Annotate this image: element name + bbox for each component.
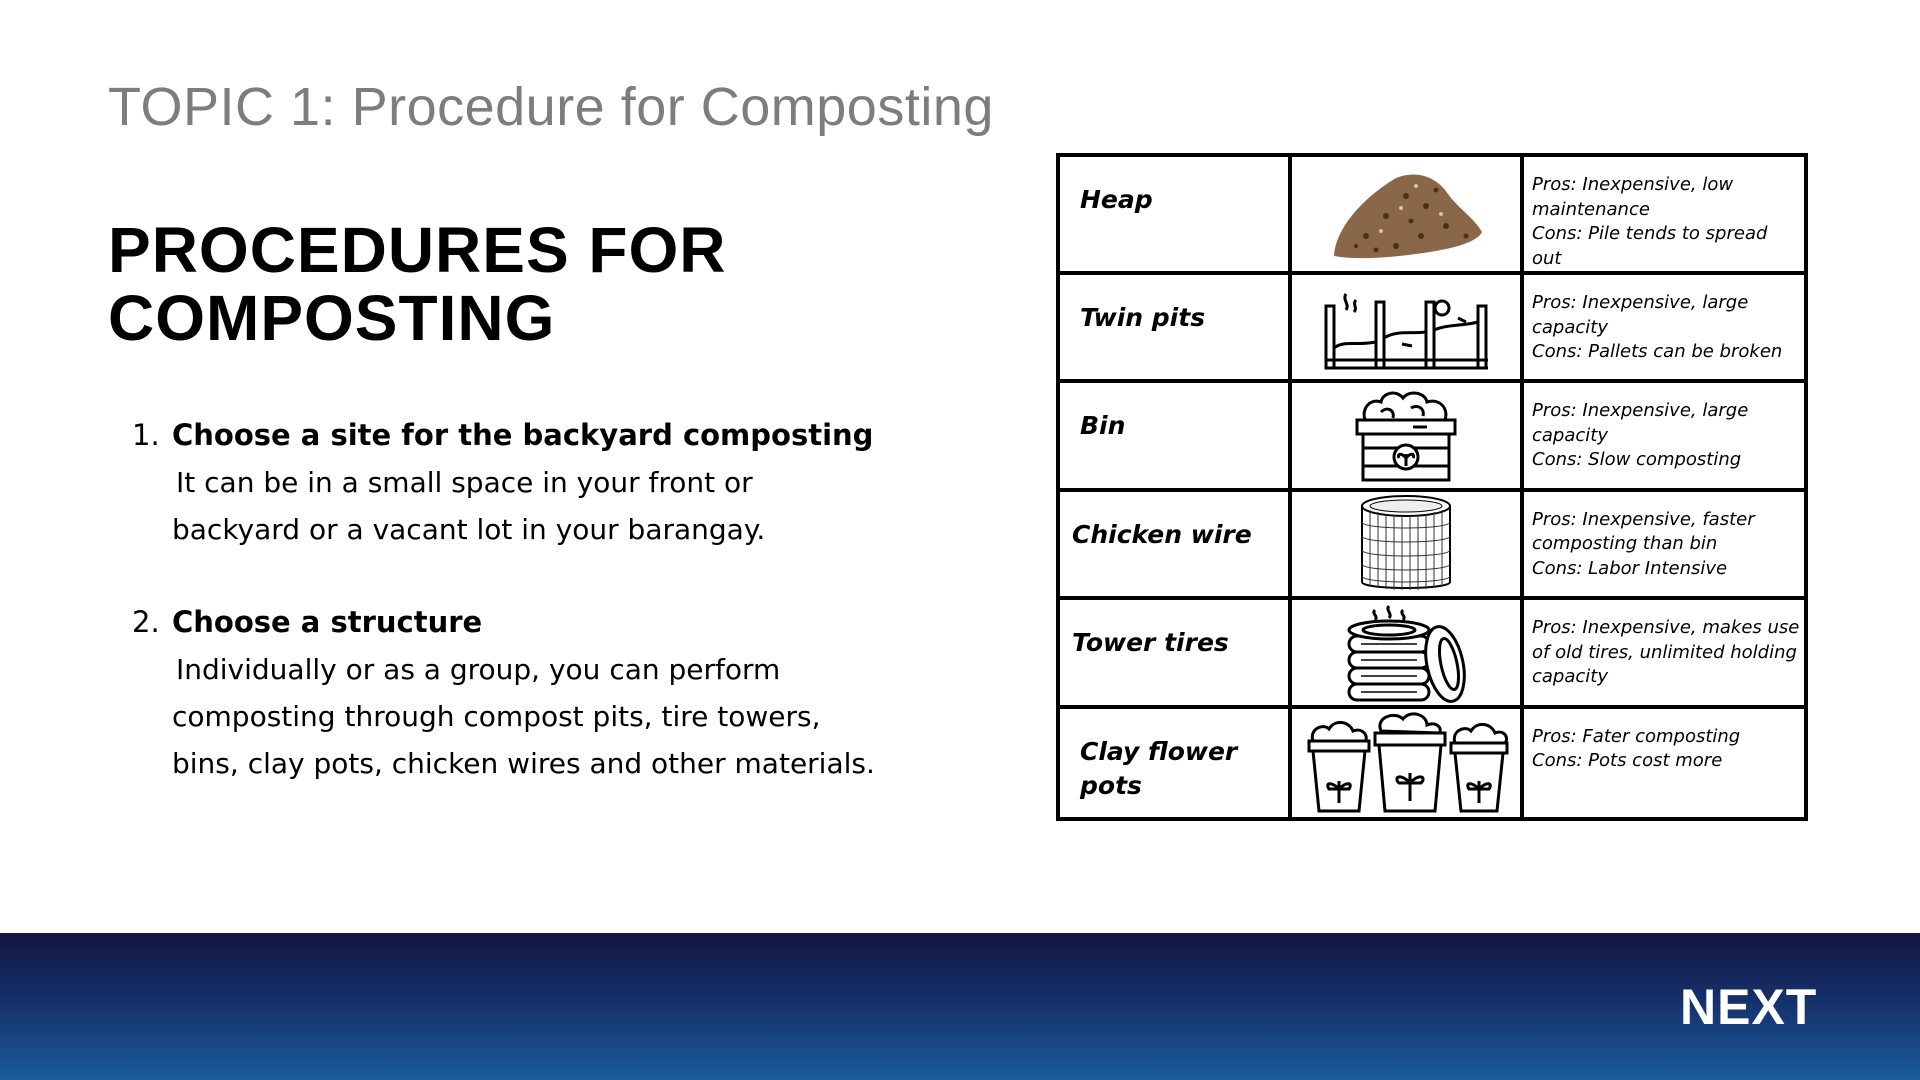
table-cell-name [1060,492,1292,600]
structure-name: Chicken wire [1072,519,1252,549]
step-description-line: backyard or a vacant lot in your barangay. [172,513,766,546]
note-line: Pros: Inexpensive, makes use [1532,617,1800,639]
twin-pits-icon [1316,282,1496,372]
compost-heap-icon [1326,166,1486,262]
step-item [132,599,932,787]
next-button[interactable]: NEXT [1680,979,1818,1035]
table-cell-notes [1524,383,1804,491]
note-line: of old tires, unlimited holding [1532,641,1797,663]
step-description-line: Individually or as a group, you can perform [176,653,781,686]
topic-title: TOPIC 1: Procedure for Composting [108,77,994,137]
note-line: Cons: Pots cost more [1532,750,1723,772]
table-cell-name [1060,383,1292,491]
footer-bar [0,933,1920,1080]
note-line: Pros: Fater composting [1532,725,1741,747]
structure-notes [1524,157,1804,271]
table-cell-image [1292,275,1524,383]
structure-notes [1524,709,1804,774]
table-cell-image [1292,600,1524,708]
structure-notes [1524,383,1804,473]
table-cell-notes [1524,157,1804,275]
note-line: Cons: Pallets can be broken [1532,341,1783,362]
structure-name: Tower tires [1072,628,1229,658]
note-line: Pros: Inexpensive, faster [1532,508,1755,530]
tire-tower-icon [1341,600,1471,704]
table-cell-name [1060,709,1292,817]
compost-bin-icon [1351,386,1461,486]
step-description [172,646,932,787]
note-line: capacity [1532,316,1608,338]
table-cell-image [1292,157,1524,275]
table-cell-notes [1524,492,1804,600]
note-line: Pros: Inexpensive, large [1532,292,1749,313]
step-number: 1. [132,418,160,452]
structure-name: Heap [1080,185,1153,214]
step-item [132,412,932,553]
table-cell-name [1060,600,1292,708]
structure-name-line: Clay flower [1080,736,1238,766]
note-line: Pros: Inexpensive, low [1532,174,1734,195]
step-number: 2. [132,605,160,639]
structure-name [1060,709,1288,803]
table-cell-image [1292,492,1524,600]
step-title: Choose a structure [172,605,483,639]
structure-name: Twin pits [1080,303,1206,332]
note-line: Cons: Slow composting [1532,449,1742,471]
note-line: composting than bin [1532,533,1718,555]
note-line: Cons: Labor Intensive [1532,557,1728,579]
steps-list [132,412,932,833]
step-title: Choose a site for the backyard composting [172,418,874,452]
page-title-line-2: COMPOSTING [108,282,556,354]
step-description [172,459,932,553]
step-description-line: composting through compost pits, tire towers, [172,700,821,733]
chicken-wire-icon [1356,492,1456,596]
structure-notes [1524,492,1804,582]
clay-pots-icon [1301,711,1511,815]
structure-name: Bin [1080,411,1126,441]
step-description-line: bins, clay pots, chicken wires and other materials. [172,747,875,780]
note-line: capacity [1532,666,1608,688]
table-cell-notes [1524,709,1804,817]
table-cell-image [1292,709,1524,817]
table-cell-name [1060,157,1292,275]
structure-notes [1524,275,1804,365]
page-title [108,216,928,352]
structures-table [1056,153,1808,821]
table-cell-name [1060,275,1292,383]
note-line: Pros: Inexpensive, large [1532,400,1749,422]
structure-notes [1524,600,1804,690]
step-description-line: It can be in a small space in your front or [176,466,753,499]
table-cell-image [1292,383,1524,491]
note-line: maintenance [1532,198,1650,220]
table-cell-notes [1524,600,1804,708]
note-line: Cons: Pile tends to spread out [1532,223,1768,269]
note-line: capacity [1532,424,1608,446]
structure-name-line: pots [1080,770,1142,800]
table-cell-notes [1524,275,1804,383]
page-title-line-1: PROCEDURES FOR [108,214,727,286]
